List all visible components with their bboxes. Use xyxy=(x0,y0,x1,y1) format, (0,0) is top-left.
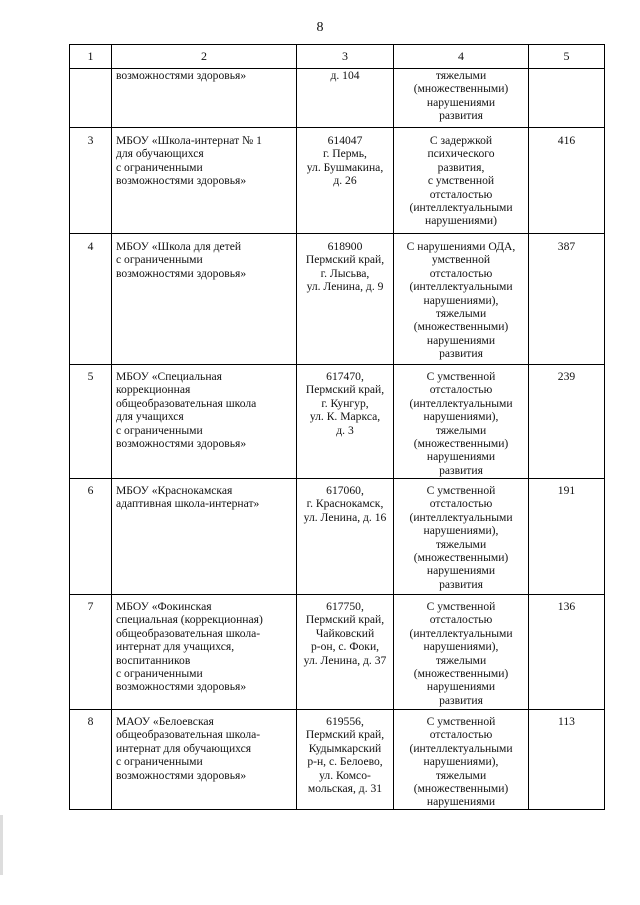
address-line: р-н, с. Белоево, xyxy=(307,755,383,769)
count-cell: 113 xyxy=(529,710,605,810)
address-cell xyxy=(297,69,394,128)
institution-name-cell xyxy=(112,479,297,595)
count-cell: 387 xyxy=(529,234,605,365)
institution-name-line: общеобразовательная школа xyxy=(116,396,257,410)
category-line: (интеллектуальными xyxy=(409,510,513,524)
address-cell xyxy=(297,365,394,479)
category-line: тяжелыми xyxy=(435,423,487,437)
address-line: ул. К. Маркса, xyxy=(309,410,381,424)
institution-name-line: МБОУ «Школа-интернат № 1 xyxy=(116,134,262,147)
count-cell xyxy=(529,69,605,128)
category-cell xyxy=(394,595,529,710)
institution-name-cell xyxy=(112,234,297,365)
institution-name-line: воспитанников xyxy=(116,653,191,667)
address-line: Чайковский xyxy=(315,626,375,640)
address-line: Кудымкарский xyxy=(308,741,382,755)
row-number-cell xyxy=(70,69,112,128)
category-line: нарушениями), xyxy=(423,640,499,654)
count-cell: 239 xyxy=(529,365,605,479)
address-line: ул. Ленина, д. 16 xyxy=(303,510,387,524)
category-line: (множественными) xyxy=(413,667,509,681)
category-line: с умственной xyxy=(427,174,495,188)
category-line: нарушениями), xyxy=(423,524,499,538)
header-col-5: 5 xyxy=(529,45,605,69)
category-line: (множественными) xyxy=(413,782,509,796)
address-line: ул. Комсо- xyxy=(319,768,371,782)
category-line: развития xyxy=(439,577,483,591)
category-line: отсталостью xyxy=(429,383,493,397)
category-line: развития xyxy=(439,693,483,707)
institution-name-line: адаптивная школа-интернат» xyxy=(116,497,260,511)
category-line: психического xyxy=(427,147,495,161)
page-number: 8 xyxy=(316,20,324,35)
table-row xyxy=(70,710,605,810)
category-line: развития, xyxy=(437,160,485,174)
address-line: Пермский край, xyxy=(305,383,385,397)
institution-name-line: интернат для обучающихся xyxy=(116,741,252,755)
category-cell xyxy=(394,128,529,234)
header-col-2: 2 xyxy=(112,45,297,69)
institution-name-cell xyxy=(112,595,297,710)
category-line: развития xyxy=(439,109,483,123)
address-cell xyxy=(297,595,394,710)
institution-name-line: МБОУ «Школа для детей xyxy=(116,240,242,253)
category-line: умственной xyxy=(431,253,491,267)
header-col-1: 1 xyxy=(70,45,112,69)
address-line: г. Лысьва, xyxy=(320,266,370,280)
address-line: Пермский край, xyxy=(305,728,385,742)
institution-name-cell xyxy=(112,128,297,234)
category-line: (интеллектуальными xyxy=(409,201,513,215)
institution-name-line: интернат для учащихся, xyxy=(116,640,235,654)
address-line: 614047 xyxy=(327,134,363,147)
category-line: нарушениями xyxy=(426,795,496,809)
address-line: 618900 xyxy=(327,240,363,253)
institution-name-cell xyxy=(112,710,297,810)
institution-name-line: МБОУ «Специальная xyxy=(116,370,223,383)
row-number-cell: 4 xyxy=(70,234,112,365)
count-cell: 136 xyxy=(529,595,605,710)
category-line: С задержкой xyxy=(429,134,493,147)
count-cell: 416 xyxy=(529,128,605,234)
institutions-table xyxy=(69,44,605,810)
address-line: ул. Ленина, д. 37 xyxy=(303,653,387,667)
category-line: С умственной xyxy=(426,600,496,613)
category-line: тяжелыми xyxy=(435,307,487,321)
address-line: г. Пермь, xyxy=(323,147,367,161)
category-line: С нарушениями ОДА, xyxy=(406,240,516,253)
category-line: нарушениями xyxy=(426,95,496,109)
institution-name-line: возможностями здоровья» xyxy=(116,680,247,694)
category-line: отсталостью xyxy=(429,497,493,511)
category-line: (интеллектуальными xyxy=(409,280,513,294)
count-cell: 191 xyxy=(529,479,605,595)
address-line: 617470, xyxy=(326,370,364,383)
address-line: д. 104 xyxy=(330,69,360,82)
address-line: ул. Ленина, д. 9 xyxy=(306,280,384,294)
institution-name-line: возможностями здоровья» xyxy=(116,174,247,188)
address-cell xyxy=(297,128,394,234)
category-line: отсталостью xyxy=(429,266,493,280)
address-line: д. 26 xyxy=(333,174,357,188)
category-line: развития xyxy=(439,463,483,477)
institution-name-line: с ограниченными xyxy=(116,755,203,769)
address-line: Пермский край, xyxy=(305,613,385,627)
category-line: тяжелыми xyxy=(435,768,487,782)
table-row xyxy=(70,479,605,595)
header-col-4: 4 xyxy=(394,45,529,69)
category-line: С умственной xyxy=(426,715,496,728)
institution-name-line: МБОУ «Фокинская xyxy=(116,600,212,613)
institution-name-line: с ограниченными xyxy=(116,160,203,174)
header-col-3: 3 xyxy=(297,45,394,69)
category-line: (множественными) xyxy=(413,551,509,565)
institution-name-cell xyxy=(112,69,297,128)
category-line: нарушениями), xyxy=(423,755,499,769)
institution-name-line: возможностями здоровья» xyxy=(116,768,247,782)
address-line: 617060, xyxy=(326,484,364,497)
address-cell xyxy=(297,479,394,595)
row-number-cell: 8 xyxy=(70,710,112,810)
address-line: г. Краснокамск, xyxy=(306,497,384,511)
category-line: (множественными) xyxy=(413,82,509,96)
address-line: 617750, xyxy=(326,600,364,613)
category-line: отсталостью xyxy=(429,187,493,201)
row-number-cell: 5 xyxy=(70,365,112,479)
table-row xyxy=(70,595,605,710)
institution-name-cell xyxy=(112,365,297,479)
address-line: Пермский край, xyxy=(305,253,385,267)
row-number-cell: 6 xyxy=(70,479,112,595)
table-row xyxy=(70,128,605,234)
address-line: мольская, д. 31 xyxy=(307,782,383,796)
institution-name-line: общеобразовательная школа- xyxy=(116,728,261,742)
category-cell xyxy=(394,69,529,128)
category-cell xyxy=(394,234,529,365)
category-line: (интеллектуальными xyxy=(409,741,513,755)
category-line: отсталостью xyxy=(429,613,493,627)
category-line: тяжелыми xyxy=(435,69,487,82)
category-line: нарушениями xyxy=(426,333,496,347)
row-number-cell: 3 xyxy=(70,128,112,234)
table-row xyxy=(70,365,605,479)
institution-name-line: для обучающихся xyxy=(116,147,204,161)
address-line: г. Кунгур, xyxy=(321,396,369,410)
row-number-cell: 7 xyxy=(70,595,112,710)
category-line: нарушениями) xyxy=(424,214,497,228)
institution-name-line: возможностями здоровья» xyxy=(116,437,247,451)
category-cell xyxy=(394,479,529,595)
category-cell xyxy=(394,365,529,479)
category-line: отсталостью xyxy=(429,728,493,742)
address-line: р-он, с. Фоки, xyxy=(310,640,380,654)
institution-name-line: МБОУ «Краснокамская xyxy=(116,484,233,497)
scan-edge-mark xyxy=(0,815,3,875)
category-line: (множественными) xyxy=(413,320,509,334)
institution-name-line: МАОУ «Белоевская xyxy=(116,715,214,728)
category-line: (множественными) xyxy=(413,437,509,451)
institution-name-line: с ограниченными xyxy=(116,667,203,681)
category-line: нарушениями), xyxy=(423,410,499,424)
institution-name-line: для учащихся xyxy=(116,410,184,424)
institution-name-line: коррекционная xyxy=(116,383,191,397)
address-line: 619556, xyxy=(326,715,364,728)
category-line: С умственной xyxy=(426,484,496,497)
category-line: нарушениями xyxy=(426,680,496,694)
institution-name-line: специальная (коррекционная) xyxy=(116,613,263,627)
category-line: С умственной xyxy=(426,370,496,383)
category-line: нарушениями), xyxy=(423,293,499,307)
category-cell xyxy=(394,710,529,810)
institution-name-line: с ограниченными xyxy=(116,253,203,267)
table-row xyxy=(70,69,605,128)
address-line: ул. Бушмакина, xyxy=(306,160,384,174)
address-line: д. 3 xyxy=(336,423,354,437)
category-line: нарушениями xyxy=(426,450,496,464)
institution-name-line: с ограниченными xyxy=(116,423,203,437)
category-line: тяжелыми xyxy=(435,653,487,667)
address-cell xyxy=(297,234,394,365)
institution-name-line: возможностями здоровья» xyxy=(116,69,247,82)
category-line: нарушениями xyxy=(426,564,496,578)
category-line: развития xyxy=(439,347,483,361)
institution-name-line: общеобразовательная школа- xyxy=(116,626,261,640)
address-cell xyxy=(297,710,394,810)
institution-name-line: возможностями здоровья» xyxy=(116,266,247,280)
table-header-row xyxy=(70,45,605,69)
category-line: (интеллектуальными xyxy=(409,626,513,640)
table-row xyxy=(70,234,605,365)
category-line: (интеллектуальными xyxy=(409,396,513,410)
category-line: тяжелыми xyxy=(435,537,487,551)
